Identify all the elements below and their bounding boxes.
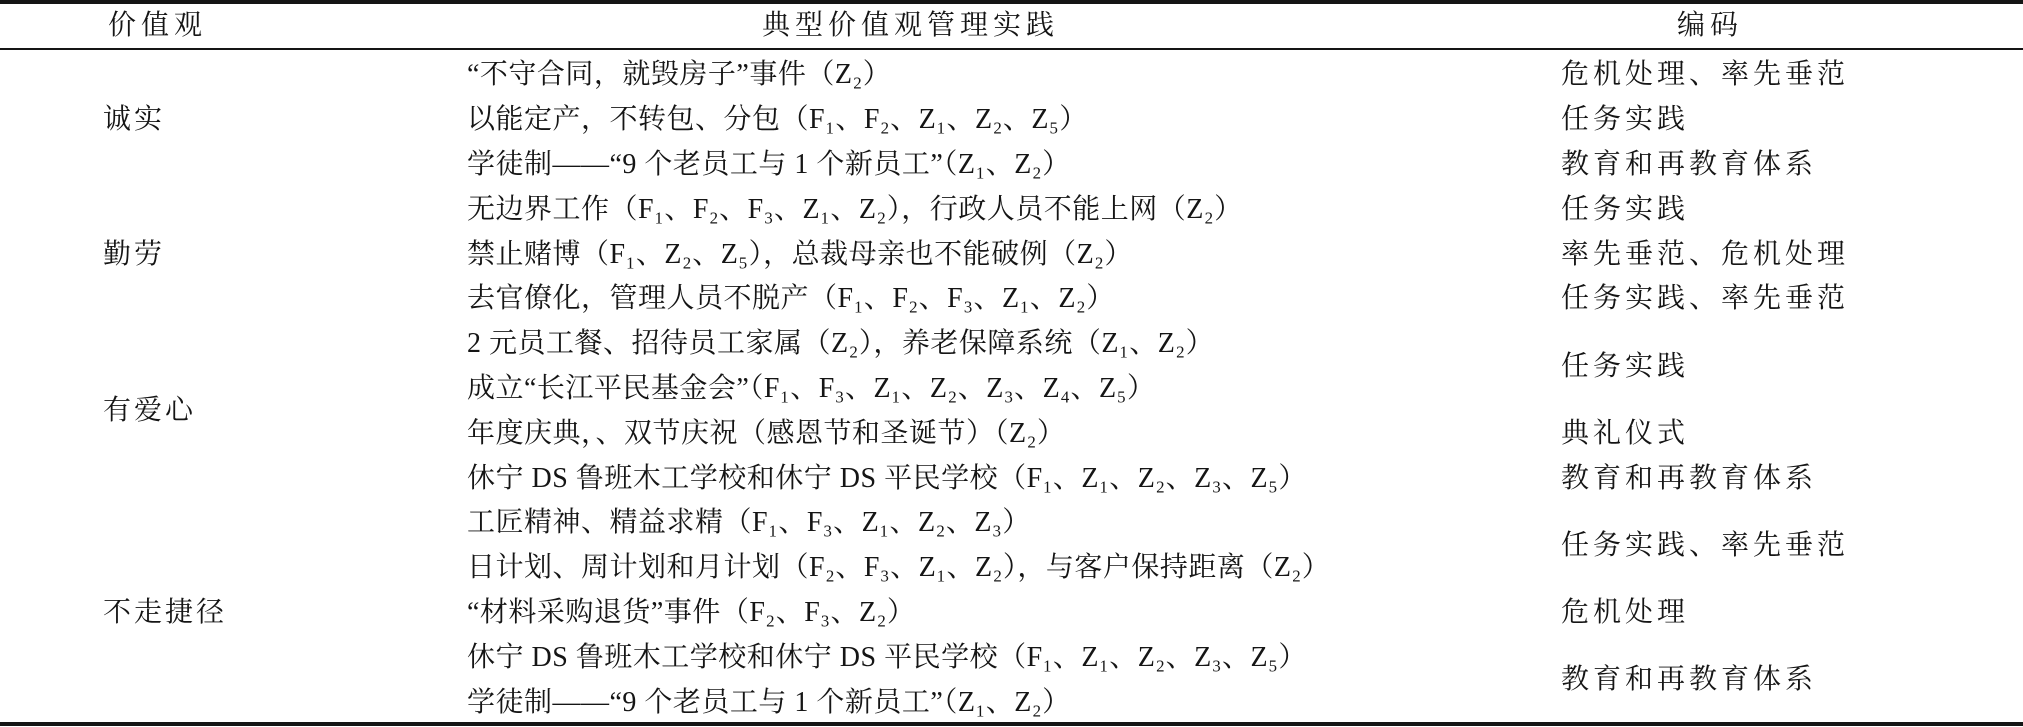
code-cell: 教育和再教育体系 [1561, 148, 1818, 180]
practice-cell: 年度庆典，、双节庆祝（感恩节和圣诞节）（Z₂） [467, 417, 1066, 449]
code-cell: 教育和再教育体系 [1561, 462, 1818, 494]
header-practice: 典型价值观管理实践 [762, 10, 1060, 41]
practice-cell: 去官僚化，管理人员不脱产（F₁、F₂、F₃、Z₁、Z₂） [467, 283, 1115, 315]
practice-cell: 成立“长江平民基金会”（F₁、F₃、Z₁、Z₂、Z₃、Z₄、Z₅） [467, 372, 1156, 404]
practice-cell: 学徒制——“9 个老员工与 1 个新员工”（Z₁、Z₂） [467, 686, 1071, 718]
value-cell-compassion: 有爱心 [103, 395, 197, 427]
code-cell: 任务实践、率先垂范 [1561, 283, 1850, 315]
table-body [0, 50, 2023, 722]
practice-cell: “材料采购退货”事件（F₂、F₃、Z₂） [467, 596, 916, 628]
practice-cell: 无边界工作（F₁、F₂、F₃、Z₁、Z₂），行政人员不能上网（Z₂） [467, 193, 1243, 225]
code-cell: 典礼仪式 [1561, 417, 1690, 449]
value-cell-no-shortcuts: 不走捷径 [103, 596, 228, 628]
practice-cell: 2 元员工餐、招待员工家属（Z₂），养老保障系统（Z₁、Z₂） [467, 328, 1215, 360]
code-cell: 任务实践 [1561, 193, 1690, 225]
practice-cell: 禁止赌博（F₁、Z₂、Z₅），总裁母亲也不能破例（Z₂） [467, 238, 1133, 270]
code-cell: 任务实践 [1561, 350, 1690, 382]
header-value: 价值观 [108, 10, 208, 41]
practice-cell: 日计划、周计划和月计划（F₂、F₃、Z₁、Z₂），与客户保持距离（Z₂） [467, 552, 1331, 584]
practice-cell: 以能定产，不转包、分包（F₁、F₂、Z₁、Z₂、Z₅） [467, 104, 1088, 136]
value-cell-honesty: 诚实 [103, 104, 166, 136]
code-cell: 任务实践 [1561, 104, 1690, 136]
code-cell: 率先垂范、危机处理 [1561, 238, 1850, 270]
code-cell: 危机处理、率先垂范 [1561, 59, 1850, 91]
header-code: 编码 [1677, 10, 1744, 41]
practice-cell: 工匠精神、精益求精（F₁、F₃、Z₁、Z₂、Z₃） [467, 507, 1031, 539]
table-header-row [0, 3, 2023, 48]
code-cell: 任务实践、率先垂范 [1561, 529, 1850, 561]
code-cell: 危机处理 [1561, 596, 1690, 628]
practice-cell: 休宁 DS 鲁班木工学校和休宁 DS 平民学校（F₁、Z₁、Z₂、Z₃、Z₅） [467, 641, 1307, 673]
practice-cell: 休宁 DS 鲁班木工学校和休宁 DS 平民学校（F₁、Z₁、Z₂、Z₃、Z₅） [467, 462, 1307, 494]
value-cell-diligence: 勤劳 [103, 238, 166, 270]
table-bottom-rule [0, 722, 2023, 726]
practice-cell: “不守合同，就毁房子”事件（Z₂） [467, 59, 892, 91]
practice-cell: 学徒制——“9 个老员工与 1 个新员工”（Z₁、Z₂） [467, 148, 1071, 180]
code-cell: 教育和再教育体系 [1561, 664, 1818, 696]
